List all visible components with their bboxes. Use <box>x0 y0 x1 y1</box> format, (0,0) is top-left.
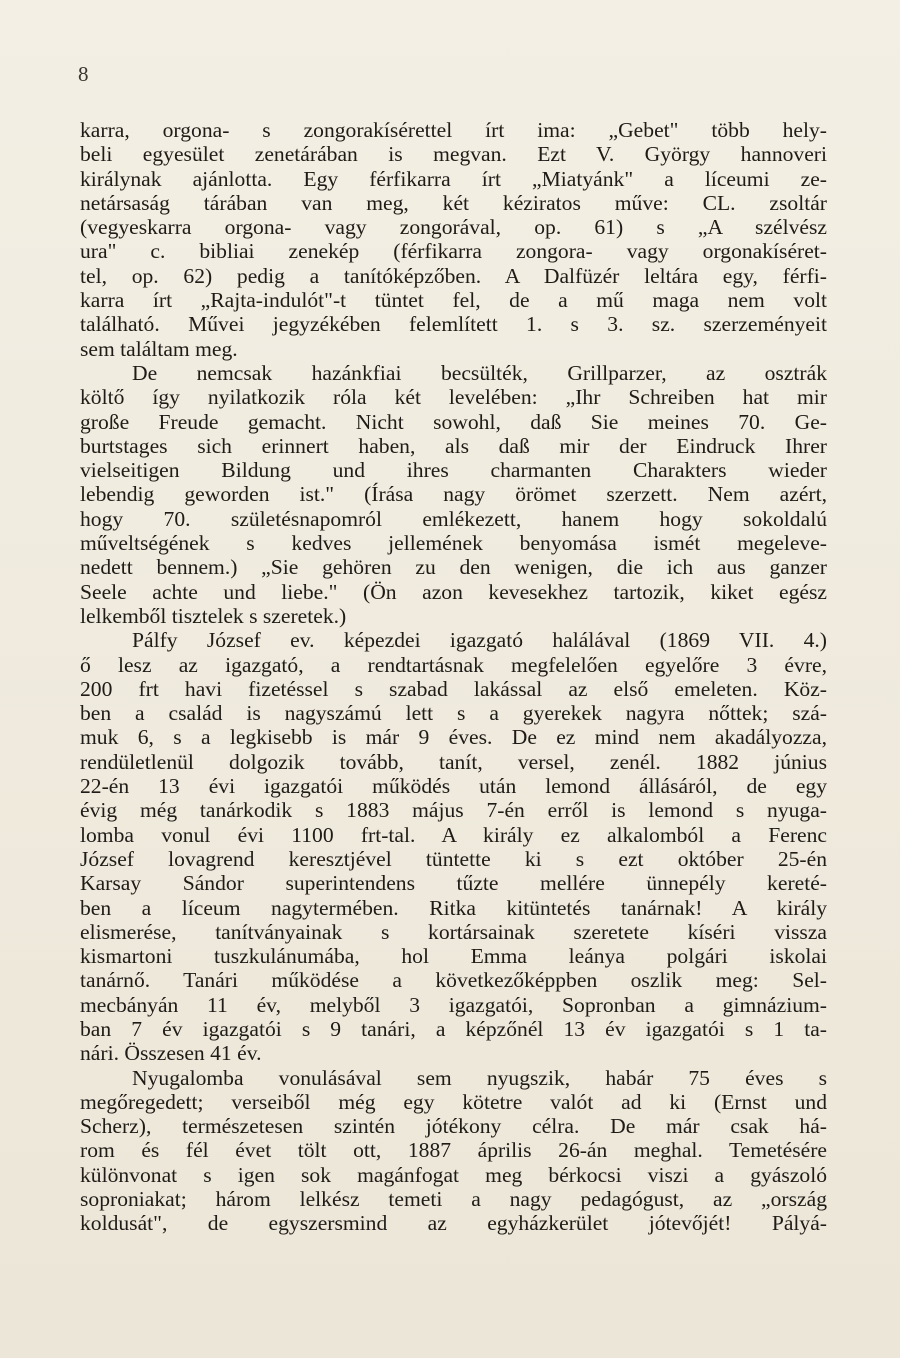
text-line: karra írt „Rajta-indulót"-t tüntet fel, de a mű maga nem volt <box>80 288 827 313</box>
text-line: található. Művei jegyzékében felemlített 1. s 3. sz. szerzeményeit <box>80 312 827 337</box>
text-line: rendületlenül dolgozik tovább, tanít, versel, zenél. 1882 június <box>80 749 827 774</box>
text-line: lomba vonul évi 1100 frt-tal. A király ez alkalomból a Ferenc <box>80 822 827 847</box>
text-line: műveltségének s kedves jellemének benyomása ismét megeleve- <box>80 531 827 556</box>
text-line: ben a líceum nagytermében. Ritka kitüntetés tanárnak! A király <box>80 895 827 920</box>
text-line: burtstages sich erinnert haben, als daß mir der Eindruck Ihrer <box>80 433 827 458</box>
text-line: ura" c. bibliai zenekép (férfikarra zongora- vagy orgonakíséret- <box>80 239 827 264</box>
text-line: évig még tanárkodik s 1883 május 7-én erről is lemond s nyuga- <box>80 798 827 823</box>
text-line: rom és fél évet tölt ott, 1887 április 26-án meghal. Temetésére <box>80 1138 827 1163</box>
text-line: karra, orgona- s zongorakísérettel írt ima: „Gebet" több hely- <box>80 118 827 142</box>
text-line: vielseitigen Bildung und ihres charmanten Charakters wieder <box>80 458 827 483</box>
body-text <box>80 118 827 1236</box>
text-line: muk 6, s a legkisebb is már 9 éves. De ez mind nem akadályozza, <box>80 725 827 750</box>
text-line: De nemcsak hazánkfiai becsülték, Grillparzer, az osztrák <box>132 360 827 385</box>
text-line: sem találtam meg. <box>80 336 238 361</box>
text-line: különvonat s igen sok magánfogat meg bérkocsi viszi a gyászoló <box>80 1162 827 1187</box>
text-line: mecbányán 11 év, melyből 3 igazgatói, Sopronban a gimnázium- <box>80 992 827 1017</box>
text-line: Nyugalomba vonulásával sem nyugszik, habár 75 éves s <box>132 1065 827 1090</box>
text-line: királynak ajánlotta. Egy férfikarra írt „Miatyánk" a líceumi ze- <box>80 166 827 191</box>
text-line: megőregedett; verseiből még egy kötetre valót ad ki (Ernst und <box>80 1089 827 1114</box>
text-line: elismerése, tanítványainak s kortársainak szeretete kíséri vissza <box>80 919 827 944</box>
text-line: ő lesz az igazgató, a rendtartásnak megfelelően egyelőre 3 évre, <box>80 652 827 677</box>
text-line: (vegyeskarra orgona- vagy zongorával, op. 61) s „A szélvész <box>80 215 827 240</box>
text-line: ban 7 év igazgatói s 9 tanári, a képzőnél 13 év igazgatói s 1 ta- <box>80 1016 827 1041</box>
text-line: tel, op. 62) pedig a tanítóképzőben. A Dalfüzér leltára egy, férfi- <box>80 263 827 288</box>
text-line: Seele achte und liebe." (Ön azon kevesekhez tartozik, kiket egész <box>80 579 827 604</box>
text-line: kismartoni tuszkulánumába, hol Emma leánya polgári iskolai <box>80 944 827 969</box>
text-line: hogy 70. születésnapomról emlékezett, hanem hogy sokoldalú <box>80 506 827 531</box>
text-line: 200 frt havi fizetéssel s szabad lakással az első emeleten. Köz- <box>80 676 827 701</box>
text-line: soproniakat; három lelkész temeti a nagy pedagógust, az „ország <box>80 1187 827 1212</box>
text-line: beli egyesület zenetárában is megvan. Ezt V. György hannoveri <box>80 142 827 167</box>
text-line: 22-én 13 évi igazgatói működés után lemond állásáról, de egy <box>80 774 827 799</box>
text-line: nedett bennem.) „Sie gehören zu den wenigen, die ich aus ganzer <box>80 555 827 580</box>
text-line: Scherz), természetesen szintén jótékony célra. De már csak há- <box>80 1114 827 1139</box>
text-line: József lovagrend keresztjével tüntette ki s ezt október 25-én <box>80 846 827 871</box>
text-line: Pálfy József ev. képezdei igazgató halálával (1869 VII. 4.) <box>132 628 827 653</box>
text-line: nári. Összesen 41 év. <box>80 1041 262 1066</box>
text-line: tanárnő. Tanári működése a következőképpben oszlik meg: Sel- <box>80 968 827 993</box>
text-line: netársaság tárában van meg, két kéziratos műve: CL. zsoltár <box>80 190 827 215</box>
text-line: koldusát", de egyszersmind az egyházkerület jótevőjét! Pályá- <box>80 1211 827 1236</box>
text-line: lebendig geworden ist." (Írása nagy örömet szerzett. Nem azért, <box>80 482 827 507</box>
text-line: Karsay Sándor superintendens tűzte mellére ünnepély kereté- <box>80 871 827 896</box>
text-line: lelkemből tisztelek s szeretek.) <box>80 603 347 628</box>
text-line: ben a család is nagyszámú lett s a gyerekek nagyra nőttek; szá- <box>80 701 827 726</box>
text-line: große Freude gemacht. Nicht sowohl, daß Sie meines 70. Ge- <box>80 409 827 434</box>
page-number: 8 <box>78 62 89 86</box>
text-line: költő így nyilatkozik róla két levelében: „Ihr Schreiben hat mir <box>80 385 827 410</box>
